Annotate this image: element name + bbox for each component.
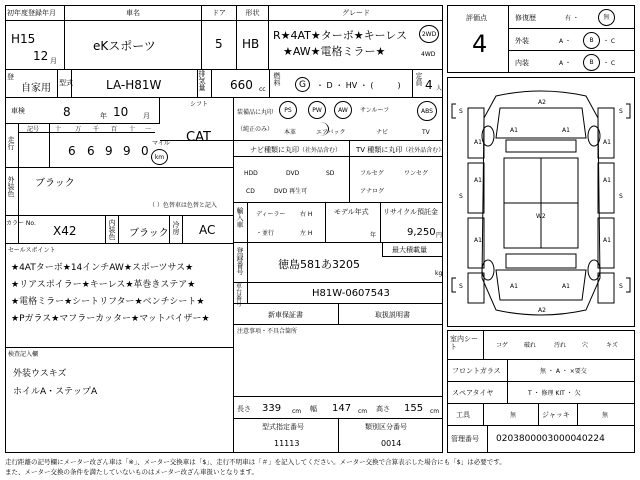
first-reg-cell (5, 5, 65, 70)
first-reg-month: 12 (33, 49, 49, 63)
equip-ps-circle: PS (279, 101, 297, 119)
tools-label: 工具 (448, 404, 484, 425)
side-mark: S (619, 193, 623, 200)
interior-seat-label: 室内シート (448, 331, 484, 359)
notes-label: 注意事項・不具合箇所 (237, 328, 298, 335)
inspection-month: 10 (113, 105, 129, 119)
equipment-label: 装備品に丸印 (237, 109, 274, 116)
displacement-label: 排気量 (198, 70, 212, 97)
color-code-value: X42 (53, 224, 77, 238)
color-change-note: （ ）色替車は色替と記入 (149, 202, 217, 209)
fuel-options: ・ D ・ HV ・ ( ) (316, 81, 401, 90)
car-name-cell (65, 5, 202, 70)
width-unit: cm (358, 408, 368, 415)
navi-item: CD (246, 188, 255, 195)
equipment-sub-label: （純正のみ） (237, 126, 274, 133)
model-year-unit: 年 (370, 232, 377, 239)
exterior-color-cell (5, 168, 234, 216)
height-value: 155 (404, 403, 424, 414)
fuel-label: 燃料 (273, 72, 281, 86)
score-label: 評価点 (466, 14, 487, 22)
drive-4wd-label: 4WD (421, 51, 436, 58)
inspection-year-unit: 年 (100, 112, 107, 120)
windshield-row (447, 360, 635, 382)
mileage-col-unit: 万 (75, 126, 82, 133)
type-number-label: 型式指定番号 (262, 423, 304, 431)
interior-seat-item: 破れ (524, 342, 537, 349)
mileage-col-unit: 十 (129, 126, 136, 133)
equip-abs-circle: ABS (417, 101, 437, 121)
model-cell (58, 70, 198, 98)
shape-value: HB (242, 37, 260, 51)
selling-point-line: ★リアスポイラー★キーレス★革巻きステア★ (11, 280, 196, 290)
max-load-label: 最大積載量 (392, 246, 427, 254)
chassis-cell (234, 283, 443, 308)
car-name-value: eKスポーツ (93, 39, 156, 53)
shift-value: CAT (186, 130, 211, 145)
tools-value: 無 (510, 412, 517, 419)
tv-item: アナログ (360, 188, 385, 195)
mileage-col-unit: 一 (145, 126, 152, 133)
damage-mark: A2 (538, 99, 546, 106)
recycle-label: リサイクル預託金 (383, 208, 439, 216)
windshield-options: 無 ・ A ・ ×要交 (540, 368, 587, 375)
fuel-selected-circle: G (295, 77, 310, 92)
registration-label: 登録番号 (234, 243, 248, 282)
interior-seat-item: キズ (606, 342, 618, 349)
equipment-cell (234, 98, 443, 141)
mgmt-label: 管理番号 (448, 426, 488, 452)
navi-type-cell (234, 141, 350, 203)
tv-item: フルセグ (360, 170, 384, 177)
damage-mark: A1 (510, 127, 518, 134)
car-name-label: 車名 (65, 5, 201, 21)
interior-color-value: ブラック (129, 228, 169, 239)
chassis-label: 車台番号 (234, 283, 248, 303)
grade-line-2: ★AW★電格ミラー★ (283, 45, 386, 58)
damage-mark: A1 (510, 283, 518, 290)
class-number-cell (339, 419, 443, 453)
fuel-cell (270, 70, 413, 98)
recycle-value: 9,250 (407, 227, 436, 238)
side-mark: S (459, 193, 463, 200)
side-mark: S (619, 283, 623, 290)
mileage-digit: 0 (141, 144, 149, 158)
interior-grade-label: 内装 (515, 59, 529, 67)
exterior-grade-label: 外装 (515, 37, 529, 45)
doors-cell (202, 5, 237, 70)
import-label: 輸入車 (234, 203, 248, 242)
inspector-notes-cell (5, 348, 234, 453)
import-parallel: ・並行 (256, 230, 275, 237)
mileage-divider (49, 124, 50, 167)
warranty-label: 新車保証書 (268, 311, 303, 319)
damage-mark: A1 (603, 139, 611, 146)
height-label: 高さ (376, 405, 390, 413)
exterior-grade-c: ・ C (603, 38, 616, 45)
color-code-label: カラー No. (5, 216, 19, 243)
registration-value: 徳島581あ3205 (278, 258, 360, 271)
side-mark: S (619, 108, 623, 115)
max-load-unit: kg (435, 270, 443, 277)
tv-type-cell (350, 141, 443, 203)
import-left-hand: 左 H (300, 230, 313, 237)
width-value: 147 (332, 403, 352, 414)
height-unit: cm (430, 408, 440, 415)
import-right-hand: 右 H (300, 211, 313, 218)
interior-seat-row (447, 330, 635, 360)
damage-mark: A1 (474, 139, 482, 146)
damage-mark: W2 (536, 213, 546, 220)
capacity-unit: 人 (436, 85, 443, 92)
selling-point-line: ★電格ミラー★シートリフター★ベンチシート★ (11, 297, 205, 307)
import-dealer: ディーラー (256, 211, 286, 218)
spare-tire-row (447, 382, 635, 404)
capacity-value: 4 (425, 78, 433, 92)
tools-row (447, 404, 635, 426)
damage-mark: A1 (562, 283, 570, 290)
grade-box (447, 5, 635, 73)
type-number-cell (234, 419, 339, 453)
doors-value: 5 (215, 37, 223, 51)
car-diagram (448, 78, 634, 326)
damage-mark: A1 (603, 237, 611, 244)
class-number-label: 類別区分番号 (365, 423, 407, 431)
ac-label: 冷房 (169, 216, 183, 243)
interior-grade-c: ・ C (603, 60, 616, 67)
selling-points-cell (5, 244, 234, 348)
damage-mark: A1 (474, 237, 482, 244)
notes-cell (234, 325, 443, 397)
footer-note-line: 走行距離の記号欄にメーター改ざん車は「※」、メーター交換車は「$」、走行不明車は「＃」を記入してください。メーター交換で合算表示した場合にも「$」は必要です。 (5, 458, 506, 466)
length-value: 339 (262, 403, 282, 414)
equip-aw-circle: AW (334, 101, 352, 119)
jack-value: 無 (602, 412, 609, 419)
inspection-label: 車検 (11, 107, 25, 115)
damage-mark: A1 (474, 177, 482, 184)
model-year-cell (326, 203, 381, 243)
model-year-label: モデル年式 (334, 208, 369, 216)
shape-label: 形状 (237, 5, 268, 21)
navi-item: DVD 再生可 (274, 188, 308, 195)
inspection-year: 8 (63, 105, 71, 119)
inspector-notes-label: 検査記入欄 (8, 351, 39, 358)
mileage-col-unit: 十 (55, 126, 62, 133)
exterior-color-label: 外装色 (5, 168, 19, 215)
shape-cell (237, 5, 269, 70)
chassis-value: H81W-0607543 (312, 288, 390, 299)
recycle-cell (381, 203, 443, 243)
windshield-label: フロントガラス (448, 360, 508, 381)
mileage-sign-label: 記号 (27, 126, 40, 133)
interior-seat-item: コゲ (496, 342, 509, 349)
width-label: 幅 (310, 405, 317, 413)
capacity-label: 定員 (415, 72, 423, 86)
tv-type-title: TV 種類に丸印（社外品含む） (350, 141, 443, 157)
equip-tv: TV (422, 129, 430, 136)
model-value: LA-H81W (106, 78, 162, 92)
car-diagram-box (447, 77, 635, 327)
equip-pw-circle: PW (308, 101, 326, 119)
repair-row (509, 6, 635, 29)
side-mark: S (459, 283, 463, 290)
mileage-cell (5, 124, 234, 168)
first-reg-label: 初年度登録年月 (5, 5, 64, 21)
drive-2wd-circle (419, 25, 439, 43)
spare-tire-label: スペアタイヤ (448, 382, 508, 403)
jack-label: ジャッキ (538, 404, 578, 425)
first-reg-year: H15 (11, 32, 36, 46)
grade-label: グレード (269, 5, 443, 21)
equip-sunroof: サンルーフ (360, 107, 390, 114)
grade-cell (269, 5, 443, 70)
length-label: 長さ (237, 405, 251, 413)
kind-value: 自家用 (21, 83, 51, 94)
displacement-cell (198, 70, 270, 98)
drive-2wd-label: 2WD (421, 30, 437, 38)
capacity-cell (413, 70, 443, 98)
inspector-note-line: ホイルA・ステップA (13, 387, 98, 397)
selling-points-label: セールスポイント (8, 247, 56, 254)
recycle-unit: 円 (436, 232, 443, 239)
kind-cell (5, 70, 58, 98)
navi-item: HDD (244, 170, 258, 177)
dims-cell (234, 397, 443, 419)
spare-tire-options: T ・ 修理 KIT ・ 欠 (528, 390, 581, 397)
manual-cell (339, 304, 443, 325)
interior-seat-item: 穴 (582, 342, 589, 349)
repair-selected-circle: 無 (598, 9, 615, 26)
navi-item: DVD (286, 170, 300, 177)
mileage-digit: 6 (68, 144, 76, 158)
kind-marker: 登 (7, 73, 14, 81)
damage-mark: A1 (603, 177, 611, 184)
navi-item: SD (326, 170, 335, 177)
mileage-col-unit: 百 (111, 126, 118, 133)
interior-color-label: 内装色 (105, 216, 119, 243)
class-number-value: 0014 (381, 439, 402, 448)
length-unit: cm (292, 408, 302, 415)
mileage-digit: 9 (123, 144, 131, 158)
selling-point-line: ★4ATターボ★14インチAW★スポーツサス★ (11, 263, 194, 273)
interior-grade-selected: B (583, 54, 600, 71)
mgmt-row (447, 426, 635, 453)
mileage-digit: 9 (105, 144, 113, 158)
exterior-grade-a: A ・ (559, 38, 572, 45)
model-label: 型式 (58, 70, 72, 97)
exterior-color-value: ブラック (35, 178, 75, 189)
first-reg-month-unit: 月 (50, 57, 57, 65)
inspection-cell (5, 98, 160, 124)
registration-cell (234, 243, 443, 283)
ac-value: AC (199, 223, 216, 237)
displacement-value: 660 (230, 78, 253, 92)
import-cell (234, 203, 326, 243)
equip-navi: ナビ (376, 129, 389, 136)
navi-type-title: ナビ種類に丸印（社外品含む） (234, 141, 349, 157)
interior-grade-row (509, 51, 635, 72)
type-number-value: 11113 (274, 439, 300, 448)
equip-leather: 本革 (284, 129, 297, 136)
doors-label: ドア (202, 5, 236, 21)
shift-label: シフト (190, 101, 209, 108)
side-mark: S (459, 108, 463, 115)
footer-note-line: また、メーター交換の条件を満たしていないものはメーター改ざん車扱いとなります。 (5, 468, 258, 476)
mgmt-value: 0203800003000040224 (496, 434, 605, 444)
interior-grade-a: A ・ (559, 60, 572, 67)
mileage-km-circle: km (151, 149, 168, 165)
color-code-cell (5, 216, 234, 244)
repair-label: 修復歴 (515, 14, 536, 22)
displacement-unit: cc (259, 86, 266, 93)
inspector-note-line: 外装ウスキズ (13, 369, 67, 379)
score-value: 4 (472, 30, 488, 58)
score-cell (448, 6, 509, 72)
damage-mark: A1 (562, 127, 570, 134)
mileage-digit: 6 (87, 144, 95, 158)
inspection-month-unit: 月 (143, 112, 150, 120)
warranty-card-cell (234, 304, 339, 325)
exterior-grade-selected: B (583, 32, 600, 49)
mileage-col-unit: 千 (93, 126, 100, 133)
damage-mark: A2 (538, 307, 546, 314)
airbag-partial-circle (311, 122, 329, 136)
tv-item: ワンセグ (404, 170, 429, 177)
interior-seat-item: 汚れ (554, 342, 567, 349)
mileage-unit-mile: マイル (152, 140, 170, 147)
manual-label: 取扱説明書 (375, 311, 410, 319)
selling-point-line: ★Pガラス★マフラーカッター★マットバイザー★ (11, 314, 210, 324)
repair-option-yes: 有 ・ (565, 15, 579, 22)
equip-airbag: エアバック (316, 129, 346, 136)
exterior-grade-row (509, 29, 635, 51)
grade-line-1: R★4AT★ターボ★キーレス (273, 29, 408, 42)
mileage-label: 走行 (5, 124, 19, 167)
